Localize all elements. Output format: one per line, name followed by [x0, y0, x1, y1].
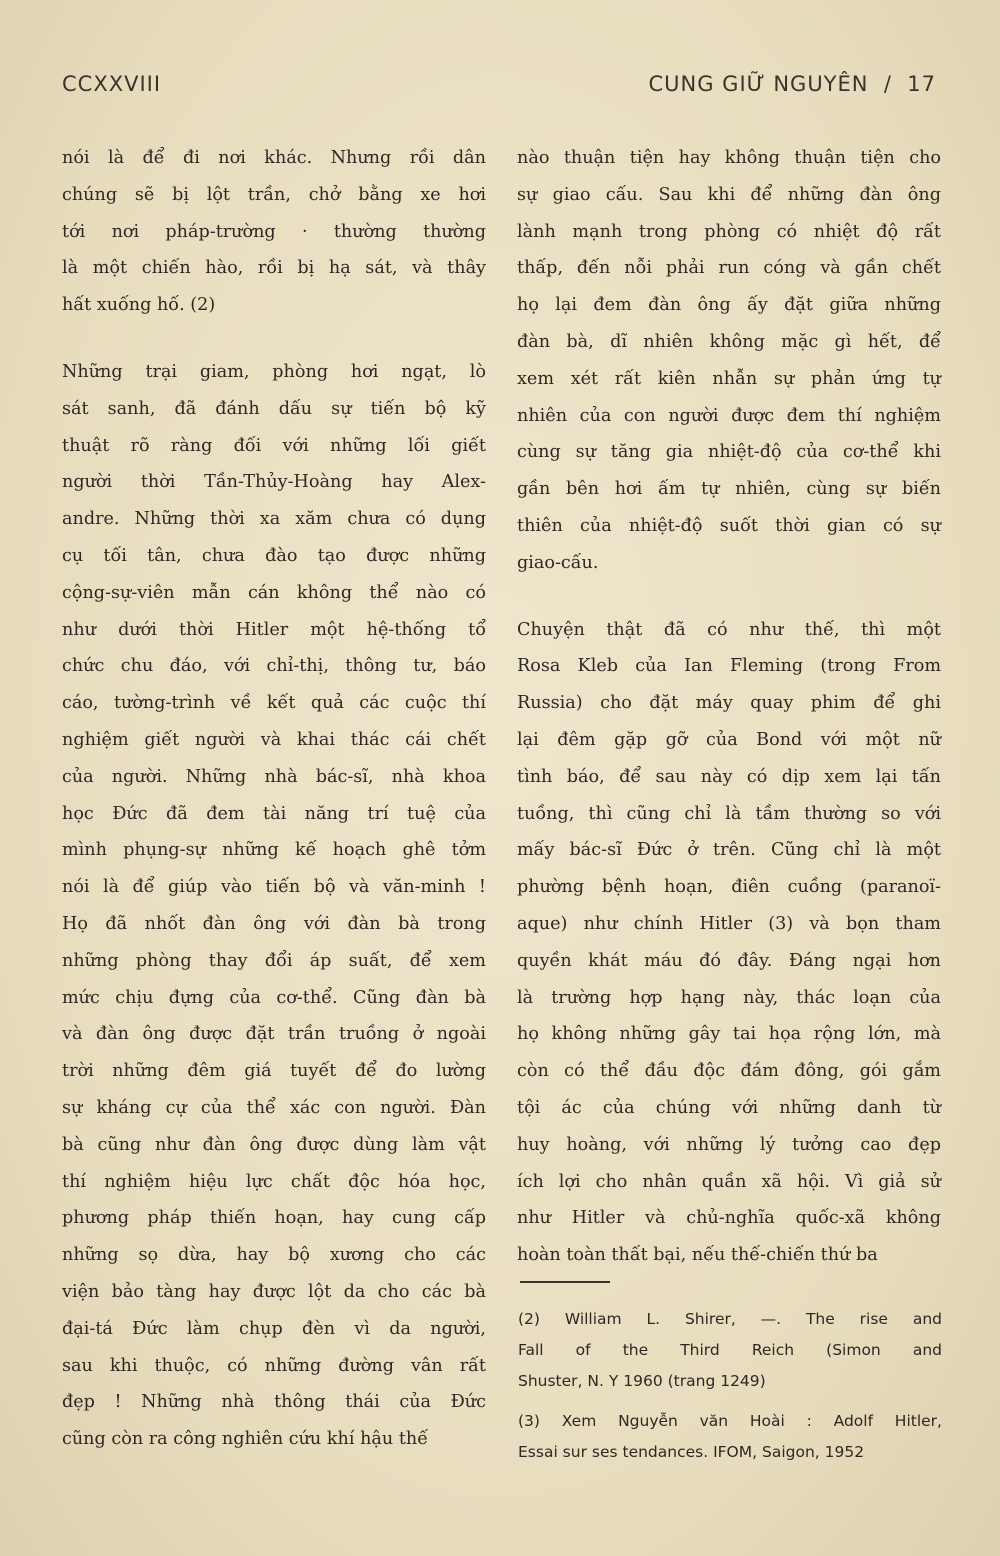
text-line: bà cũng như đàn ông được dùng làm vật — [62, 1134, 486, 1155]
text-line: lành mạnh trong phòng có nhiệt độ rất — [517, 221, 941, 242]
text-line: như Hitler và chủ-nghĩa quốc-xã không — [517, 1208, 941, 1229]
text-line: cộng-sự-viên mẫn cán không thể nào có — [62, 582, 486, 603]
text-line: Russia) cho đặt máy quay phim để ghi — [517, 693, 941, 714]
text-line: huy hoàng, với những lý tưởng cao đẹp — [517, 1134, 941, 1155]
text-line: và đàn ông được đặt trần truồng ở ngoài — [62, 1024, 486, 1045]
text-line: học Đức đã đem tài năng trí tuệ của — [62, 803, 486, 824]
text-line: gần bên hơi ấm tự nhiên, cùng sự biến — [517, 479, 941, 500]
text-line: cụ tối tân, chưa đào tạo được những — [62, 545, 486, 566]
text-line: andre. Những thời xa xăm chưa có dụng — [62, 509, 486, 530]
text-line: thấp, đến nỗi phải run cóng và gần chết — [517, 258, 941, 279]
text-line: Họ đã nhốt đàn ông với đàn bà trong — [62, 913, 486, 934]
text-line: của người. Những nhà bác-sĩ, nhà khoa — [62, 766, 486, 787]
text-line: mức chịu đựng của cơ-thể. Cũng đàn bà — [62, 987, 486, 1008]
text-line: những sọ dừa, hay bộ xương cho các — [62, 1245, 486, 1266]
text-line: (3) Xem Nguyễn văn Hoài : Adolf Hitler, — [518, 1412, 942, 1430]
text-line: Rosa Kleb của Ian Fleming (trong From — [517, 656, 941, 677]
text-line: còn có thể đầu độc đám đông, gói gắm — [517, 1061, 941, 1082]
text-line: giao-cấu. — [517, 552, 599, 573]
footnote-rule — [520, 1281, 610, 1283]
footnote-3 — [518, 1406, 942, 1468]
text-line: Shuster, N. Y 1960 (trang 1249) — [518, 1372, 766, 1390]
text-line: nói là để giúp vào tiến bộ và văn-minh ! — [62, 877, 486, 898]
text-line: đàn bà, dĩ nhiên không mặc gì hết, để — [517, 331, 941, 352]
text-line: phường bệnh hoạn, điên cuồng (paranoï- — [517, 877, 941, 898]
text-line: là trường hợp hạng này, thác loạn của — [517, 987, 941, 1008]
text-line: Fall of the Third Reich (Simon and — [518, 1341, 942, 1359]
text-line: đại-tá Đức làm chụp đèn vì da người, — [62, 1318, 486, 1339]
text-line: chức chu đáo, với chỉ-thị, thông tư, báo — [62, 656, 486, 677]
text-line: sự kháng cự của thể xác con người. Đàn — [62, 1097, 486, 1118]
text-line: (2) William L. Shirer, —. The rise and — [518, 1310, 942, 1328]
text-line: họ không những gây tai họa rộng lớn, mà — [517, 1024, 941, 1045]
page-header-title: CUNG GIỮ NGUYÊN / 17 — [648, 72, 936, 96]
text-line: nói là để đi nơi khác. Nhưng rồi dân — [62, 148, 486, 168]
text-line: tội ác của chúng với những danh từ — [517, 1097, 941, 1118]
text-line: tới nơi pháp-trường · thường thường — [62, 221, 486, 242]
text-line: hất xuống hố. (2) — [62, 295, 216, 316]
text-line: thiên của nhiệt-độ suốt thời gian có sự — [517, 515, 941, 536]
text-line: lại đêm gặp gỡ của Bond với một nữ — [517, 729, 941, 750]
text-line: ích lợi cho nhân quần xã hội. Vì giả sử — [517, 1171, 941, 1192]
text-line: trời những đêm giá tuyết để đo lường — [62, 1061, 486, 1082]
text-line: viện bảo tàng hay được lột da cho các bà — [62, 1281, 486, 1302]
text-line: tuồng, thì cũng chỉ là tầm thường so với — [517, 803, 941, 824]
text-line: nhiên của con người được đem thí nghiệm — [517, 405, 941, 426]
text-line: như dưới thời Hitler một hệ-thống tổ — [62, 619, 486, 640]
text-line: Chuyện thật đã có như thế, thì một — [517, 619, 941, 640]
text-line: mình phụng-sự những kế hoạch ghê tởm — [62, 840, 486, 861]
text-line: họ lại đem đàn ông ấy đặt giữa những — [517, 295, 941, 316]
text-line: sự giao cấu. Sau khi để những đàn ông — [517, 184, 941, 205]
text-line: phương pháp thiến hoạn, hay cung cấp — [62, 1208, 486, 1229]
footnote-2 — [518, 1304, 942, 1397]
paragraph-gap — [517, 582, 941, 612]
left-text-column — [62, 140, 486, 1458]
text-line: mấy bác-sĩ Đức ở trên. Cũng chỉ là một — [517, 840, 941, 861]
text-line: cùng sự tăng gia nhiệt-độ của cơ-thể khi — [517, 442, 941, 463]
text-line: hoàn toàn thất bại, nếu thế-chiến thứ ba — [517, 1245, 878, 1266]
text-line: nào thuận tiện hay không thuận tiện cho — [517, 148, 941, 168]
page-header-roman-numeral: CCXXVIII — [62, 72, 162, 96]
text-line: đẹp ! Những nhà thông thái của Đức — [62, 1392, 486, 1413]
text-line: sát sanh, đã đánh dấu sự tiến bộ kỹ — [62, 398, 486, 419]
right-text-column — [517, 140, 941, 1274]
text-line: aque) như chính Hitler (3) và bọn tham — [517, 913, 941, 934]
text-line: sau khi thuộc, có những đường vân rất — [62, 1355, 486, 1376]
text-line: tình báo, để sau này có dịp xem lại tấn — [517, 766, 941, 787]
text-line: thí nghiệm hiệu lực chất độc hóa học, — [62, 1171, 486, 1192]
text-line: nghiệm giết người và khai thác cái chết — [62, 729, 486, 750]
paragraph-gap — [62, 324, 486, 354]
text-line: thuật rõ ràng đối với những lối giết — [62, 435, 486, 456]
text-line: Essai sur ses tendances. IFOM, Saigon, 1952 — [518, 1443, 865, 1461]
text-line: xem xét rất kiên nhẫn sự phản ứng tự — [517, 368, 941, 389]
text-line: Những trại giam, phòng hơi ngạt, lò — [62, 361, 486, 382]
text-line: cáo, tường-trình về kết quả các cuộc thí — [62, 693, 486, 714]
text-line: người thời Tần-Thủy-Hoàng hay Alex- — [62, 472, 486, 493]
text-line: những phòng thay đổi áp suất, để xem — [62, 950, 486, 971]
text-line: là một chiến hào, rồi bị hạ sát, và thây — [62, 258, 486, 279]
text-line: cũng còn ra công nghiên cứu khí hậu thế — [62, 1429, 429, 1450]
text-line: quyền khát máu đó đây. Đáng ngại hơn — [517, 950, 941, 971]
text-line: chúng sẽ bị lột trần, chở bằng xe hơi — [62, 184, 486, 205]
